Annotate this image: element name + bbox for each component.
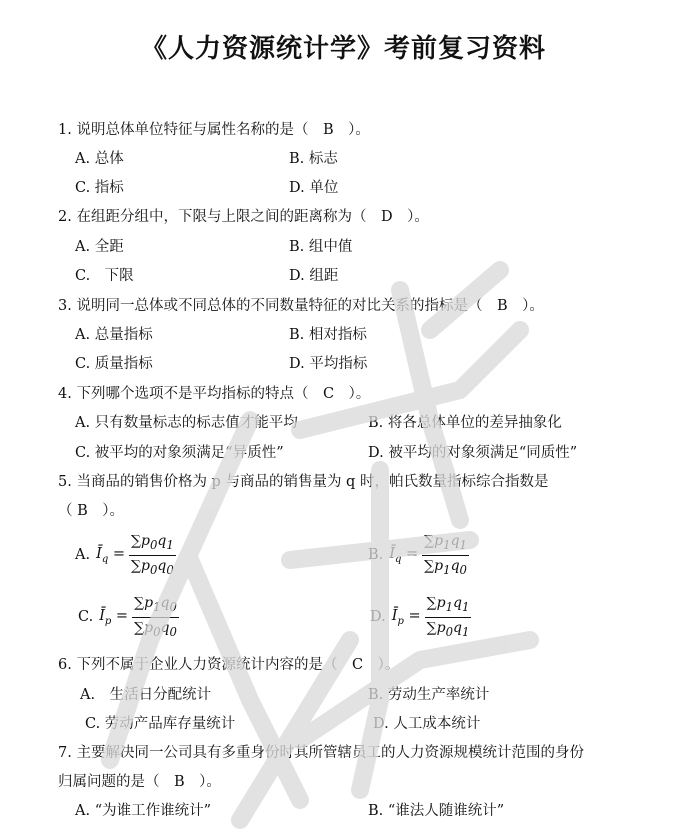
question-2-option-a: A. 全距: [75, 239, 124, 255]
question-1-option-d: D. 单位: [289, 180, 339, 196]
question-5-option-b: B. $Ī_q$ = $\frac{\sum p_1q_1}{\sum p_1q_0}$: [368, 533, 467, 577]
question-5-stem-cont: （ B ）。: [58, 503, 125, 519]
question-1-option-b: B. 标志: [289, 151, 338, 167]
question-5-stem: 5. 当商品的销售价格为 p 与商品的销售量为 q 时，帕氏数量指标综合指数是: [58, 474, 549, 490]
option-a-label: A.: [75, 547, 91, 564]
question-7-stem-cont: 归属问题的是（ B ）。: [58, 774, 221, 790]
question-5-option-c: C. $Ī_p$ = $\frac{\sum p_1q_0}{\sum p_0q_0}$: [78, 595, 177, 639]
question-7-option-b: B. “谁法人随谁统计”: [368, 803, 505, 819]
question-2-option-c: C. 下限: [75, 268, 134, 284]
question-3-option-d: D. 平均指标: [289, 356, 368, 372]
option-c-label: C.: [78, 609, 94, 626]
question-3-option-c: C. 质量指标: [75, 356, 153, 372]
question-1-stem: 1. 说明总体单位特征与属性名称的是（ B ）。: [58, 122, 370, 138]
question-4-option-c: C. 被平均的对象须满足“异质性”: [75, 445, 284, 461]
question-7-stem: 7. 主要解决同一公司具有多重身份时其所管辖员工的人力资源规模统计范围的身份: [58, 745, 584, 761]
watermark-text: 佚名: [420, 180, 422, 181]
question-1-option-a: A. 总体: [75, 151, 124, 167]
question-6-option-c: C. 劳动产品库存量统计: [85, 716, 236, 732]
question-6-option-b: B. 劳动生产率统计: [368, 687, 490, 703]
question-2-option-b: B. 组中值: [289, 239, 353, 255]
question-2-stem: 2. 在组距分组中，下限与上限之间的距离称为（ D ）。: [58, 209, 429, 225]
question-6-option-d: D. 人工成本统计: [373, 716, 481, 732]
question-4-stem: 4. 下列哪个选项不是平均指标的特点（ C ）。: [58, 386, 371, 402]
document-title: 《人力资源统计学》考前复习资料: [140, 34, 546, 64]
question-4-option-d: D. 被平均的对象须满足“同质性”: [368, 445, 578, 461]
question-3-stem: 3. 说明同一总体或不同总体的不同数量特征的对比关系的指标是（ B ）。: [58, 298, 544, 314]
question-4-option-b: B. 将各总体单位的差异抽象化: [368, 415, 562, 431]
question-6-option-a: A. 生活日分配统计: [80, 687, 212, 703]
question-5-option-a: A. $Ī_q$ = $\frac{\sum p_0q_1}{\sum p_0q_0}$: [75, 533, 174, 577]
question-4-option-a: A. 只有数量标志的标志值才能平均: [75, 415, 298, 431]
question-2-option-d: D. 组距: [289, 268, 339, 284]
question-3-option-b: B. 相对指标: [289, 327, 367, 343]
question-6-stem: 6. 下列不属于企业人力资源统计内容的是（ C ）。: [58, 657, 400, 673]
question-5-option-d: D. $Ī_p$ = $\frac{\sum p_1q_1}{\sum p_0q_1}$: [370, 595, 470, 639]
question-7-option-a: A. “为谁工作谁统计”: [75, 803, 212, 819]
question-1-option-c: C. 指标: [75, 180, 124, 196]
option-b-label: B.: [368, 547, 384, 564]
option-d-label: D.: [370, 609, 386, 626]
question-3-option-a: A. 总量指标: [75, 327, 153, 343]
